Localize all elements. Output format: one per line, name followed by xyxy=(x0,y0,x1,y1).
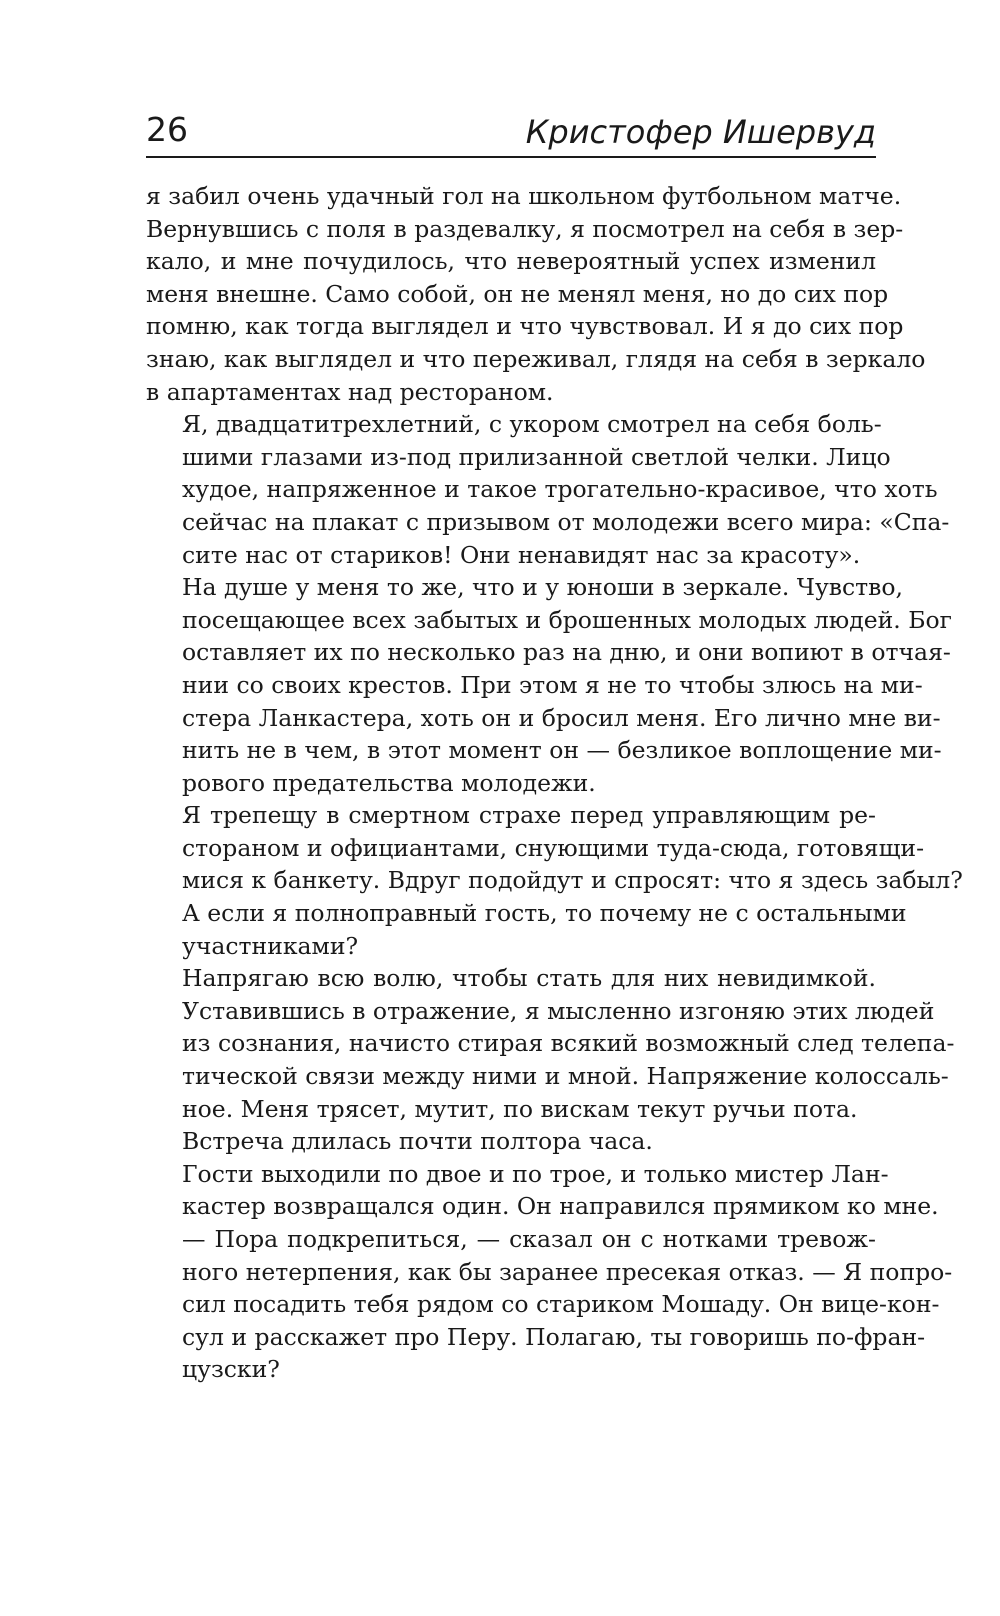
text-line: участниками? xyxy=(182,931,359,960)
paragraph xyxy=(146,1223,953,1386)
paragraph xyxy=(146,962,955,1125)
text-line: стораном и официантами, снующими туда-сюда, готовящи- xyxy=(182,833,925,862)
text-line: Встреча длилась почти полтора часа. xyxy=(182,1127,653,1156)
text-line: рового предательства молодежи. xyxy=(182,768,596,797)
text-line: Я трепещу в смертном страхе перед управляющим ре- xyxy=(182,801,876,830)
text-line: сейчас на плакат с призывом от молодежи всего мира: «Спа- xyxy=(182,507,950,536)
text-line: Уставившись в отражение, я мысленно изгоняю этих людей xyxy=(182,996,935,1025)
running-title-author: Кристофер Ишервуд xyxy=(525,113,876,151)
text-line: меня внешне. Само собой, он не менял меня, но до сих пор xyxy=(146,279,889,308)
text-line: ное. Меня трясет, мутит, по вискам текут ручьи пота. xyxy=(182,1094,858,1123)
paragraph xyxy=(146,571,952,799)
text-line: ного нетерпения, как бы заранее пресекая отказ. — Я попро- xyxy=(182,1257,953,1286)
text-line: нии со своих крестов. При этом я не то чтобы злюсь на ми- xyxy=(182,670,923,699)
text-line: Вернувшись с поля в раздевалку, я посмотрел на себя в зер- xyxy=(146,214,904,243)
text-line: сите нас от стариков! Они ненавидят нас за красоту». xyxy=(182,540,861,569)
text-line: тической связи между ними и мной. Напряжение колоссаль- xyxy=(182,1062,949,1091)
text-line: в апартаментах над рестораном. xyxy=(146,377,554,406)
text-line: кало, и мне почудилось, что невероятный успех изменил xyxy=(146,247,876,276)
text-line: кастер возвращался один. Он направился прямиком ко мне. xyxy=(182,1192,939,1221)
text-line: знаю, как выглядел и что переживал, глядя на себя в зеркало xyxy=(146,344,926,373)
text-line: цузски? xyxy=(182,1355,280,1384)
paragraph xyxy=(146,1158,939,1223)
paragraph xyxy=(146,180,926,408)
text-line: нить не в чем, в этот момент он — безликое воплощение ми- xyxy=(182,736,942,765)
text-line: я забил очень удачный гол на школьном футбольном матче. xyxy=(146,182,902,210)
text-line: помню, как тогда выглядел и что чувствовал. И я до сих пор xyxy=(146,312,904,341)
paragraph xyxy=(146,799,963,962)
text-line: Я, двадцатитрехлетний, с укором смотрел на себя боль- xyxy=(182,410,882,439)
paragraph xyxy=(146,1125,876,1158)
text-line: — Пора подкрепиться, — сказал он с нотками тревож- xyxy=(182,1225,876,1253)
text-line: шими глазами из-под прилизанной светлой челки. Лицо xyxy=(182,442,891,471)
text-line: сул и расскажет про Перу. Полагаю, ты говоришь по-фран- xyxy=(182,1322,926,1351)
text-line: худое, напряженное и такое трогательно-красивое, что хоть xyxy=(182,475,938,504)
paragraph xyxy=(146,408,950,571)
text-line: оставляет их по несколько раз на дню, и они вопиют в отчая- xyxy=(182,638,951,667)
text-line: Напрягаю всю волю, чтобы стать для них невидимкой. xyxy=(182,964,876,993)
text-line: мися к банкету. Вдруг подойдут и спросят: что я здесь забыл? xyxy=(182,866,963,895)
text-line: посещающее всех забытых и брошенных молодых людей. Бог xyxy=(182,605,952,634)
text-line: Гости выходили по двое и по трое, и только мистер Лан- xyxy=(182,1159,889,1188)
body-text xyxy=(146,180,963,1386)
text-line: стера Ланкастера, хоть он и бросил меня. Его лично мне ви- xyxy=(182,703,941,732)
running-header xyxy=(146,108,876,158)
text-line: А если я полноправный гость, то почему не с остальными xyxy=(182,899,907,928)
text-line: На душе у меня то же, что и у юноши в зеркале. Чувство, xyxy=(182,573,904,602)
text-line: из сознания, начисто стирая всякий возможный след телепа- xyxy=(182,1029,955,1058)
page-number: 26 xyxy=(146,110,188,149)
text-line: сил посадить тебя рядом со стариком Мошаду. Он вице-кон- xyxy=(182,1290,940,1319)
